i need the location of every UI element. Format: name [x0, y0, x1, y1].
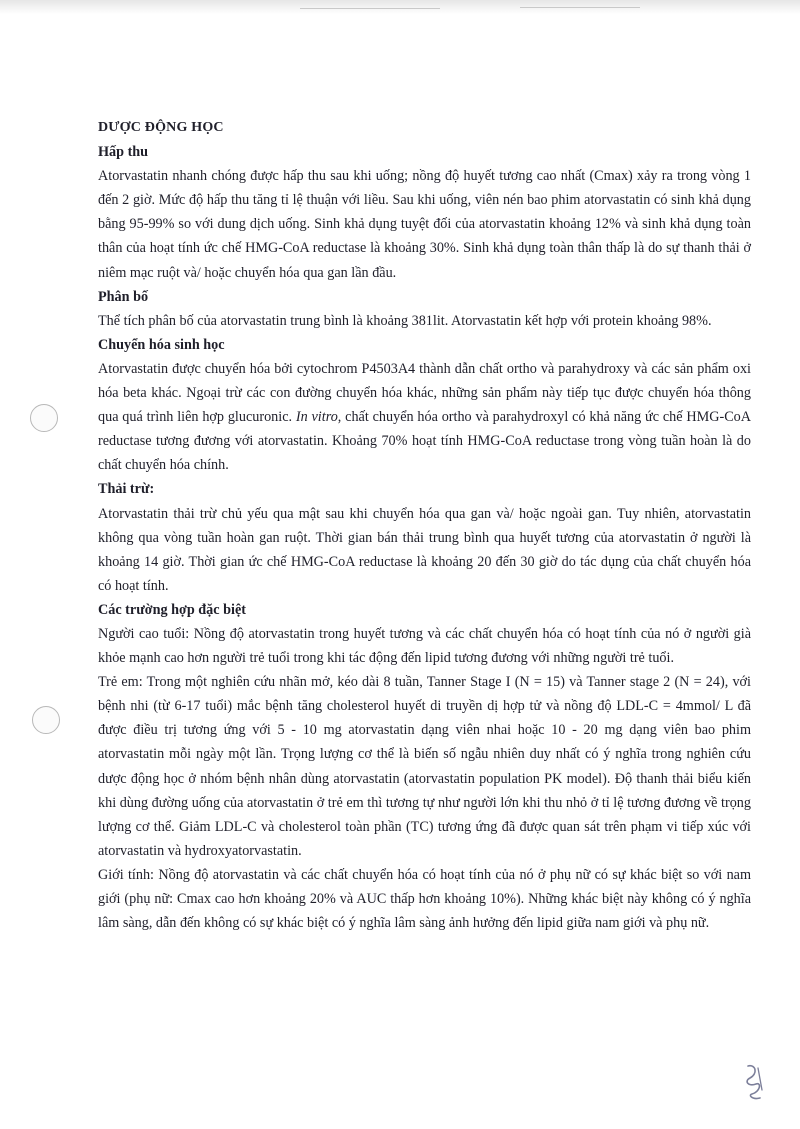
section-heading: Chuyển hóa sinh học — [98, 336, 225, 353]
section-heading: Phân bố — [98, 288, 149, 305]
paragraph-elderly: Người cao tuổi: Nồng độ atorvastatin trong huyết tương và các chất chuyển hóa có hoạt tính của nó ở người già khỏe mạnh cao hơn người trẻ tuổi trong khi tác động đến lipid tương đương với những người trẻ tuổi. — [98, 625, 751, 667]
document-body — [98, 116, 751, 935]
signature-mark — [738, 1060, 772, 1104]
section-elimination — [98, 477, 751, 597]
scan-artifact-line — [300, 8, 440, 9]
section-distribution — [98, 285, 751, 333]
punch-hole — [32, 706, 60, 734]
scan-shadow — [0, 0, 800, 14]
paragraph-gender: Giới tính: Nồng độ atorvastatin và các chất chuyển hóa có hoạt tính của nó ở phụ nữ có sự khác biệt so với nam giới (phụ nữ: Cmax cao hơn khoảng 20% và AUC thấp hơn khoảng 10%). Những khác biệt này không có ý nghĩa lâm sàng, dẫn đến không có sự khác biệt có ý nghĩa lâm sàng ảnh hưởng đến lipid giữa nam giới và phụ nữ. — [98, 866, 751, 932]
section-metabolism — [98, 333, 751, 478]
scan-artifact-line — [520, 7, 640, 8]
section-heading: Hấp thu — [98, 144, 149, 161]
paragraph: Atorvastatin thải trừ chủ yếu qua mật sau khi chuyển hóa qua gan và/ hoặc ngoài gan. Tuy nhiên, atorvastatin không qua vòng tuần hoàn gan ruột. Thời gian bán thải trung bình qua huyết tương của atorvastatin ở người là khoảng 14 giờ. Thời gian ức chế HMG-CoA reductase là khoảng 20 đến 30 giờ do tác dụng của chất chuyển hóa có hoạt tính. — [98, 505, 751, 594]
paragraph-children: Trẻ em: Trong một nghiên cứu nhãn mở, kéo dài 8 tuần, Tanner Stage I (N = 15) và Tanner stage 2 (N = 24), với bệnh nhi (từ 6-17 tuổi) mắc bệnh tăng cholesterol huyết di truyền dị hợp tử và nồng độ LDL-C = 4mmol/ L đã được điều trị tương ứng với 5 - 10 mg atorvastatin dạng viên nhai hoặc 10 - 20 mg dạng viên bao phim atorvastatin mỗi ngày một lần. Trọng lượng cơ thể là biến số ngẫu nhiên duy nhất có ý nghĩa trong nghiên cứu dược động học ở nhóm bệnh nhân dùng atorvastatin (atorvastatin population PK model). Độ thanh thải biểu kiến khi dùng đường uống của atorvastatin ở trẻ em thì tương tự như người lớn khi thu nhỏ ở tỉ lệ tương đương về trọng lượng cơ thể. Giảm LDL-C và cholesterol toàn phần (TC) tương ứng đã được quan sát trên phạm vi tiếp xúc với atorvastatin và hydroxyatorvastatin. — [98, 674, 751, 859]
paragraph: Atorvastatin được chuyển hóa bởi cytochrom P4503A4 thành dẫn chất ortho và parahydroxy và các sản phẩm oxi hóa beta khác. Ngoại trừ các con đường chuyển hóa khác, những sản phẩm này tiếp tục được chuyển hóa thông qua quá trình liên hợp glucuronic. In vitro, chất chuyển hóa ortho và parahydroxyl có khả năng ức chế HMG-CoA reductase tương đương với atorvastatin. Khoảng 70% hoạt tính HMG-CoA reductase trong vòng tuần hoàn là do chất chuyển hóa chính. — [98, 360, 752, 474]
section-heading: Thải trừ: — [98, 481, 155, 498]
paragraph: Thể tích phân bố của atorvastatin trung bình là khoảng 381lit. Atorvastatin kết hợp với protein khoảng 98%. — [98, 312, 712, 329]
document-title: DƯỢC ĐỘNG HỌC — [98, 120, 224, 135]
punch-hole — [30, 404, 58, 432]
paragraph: Atorvastatin nhanh chóng được hấp thu sau khi uống; nồng độ huyết tương cao nhất (Cmax) xảy ra trong vòng 1 đến 2 giờ. Mức độ hấp thu tăng tỉ lệ thuận với liều. Sau khi uống, viên nén bao phim atorvastatin có sinh khả dụng bằng 95-99% so với dung dịch uống. Sinh khả dụng tuyệt đối của atorvastatin khoảng 12% và sinh khả dụng toàn thân của hoạt tính ức chế HMG-CoA reductase là khoảng 30%. Sinh khả dụng toàn thân thấp là do sự thanh thải ở niêm mạc ruột và/ hoặc chuyển hóa qua gan lần đầu. — [98, 168, 751, 281]
latin-term: In vitro — [295, 409, 338, 426]
section-special-populations — [98, 598, 751, 935]
section-absorption — [98, 140, 751, 285]
section-heading: Các trường hợp đặc biệt — [98, 601, 246, 618]
